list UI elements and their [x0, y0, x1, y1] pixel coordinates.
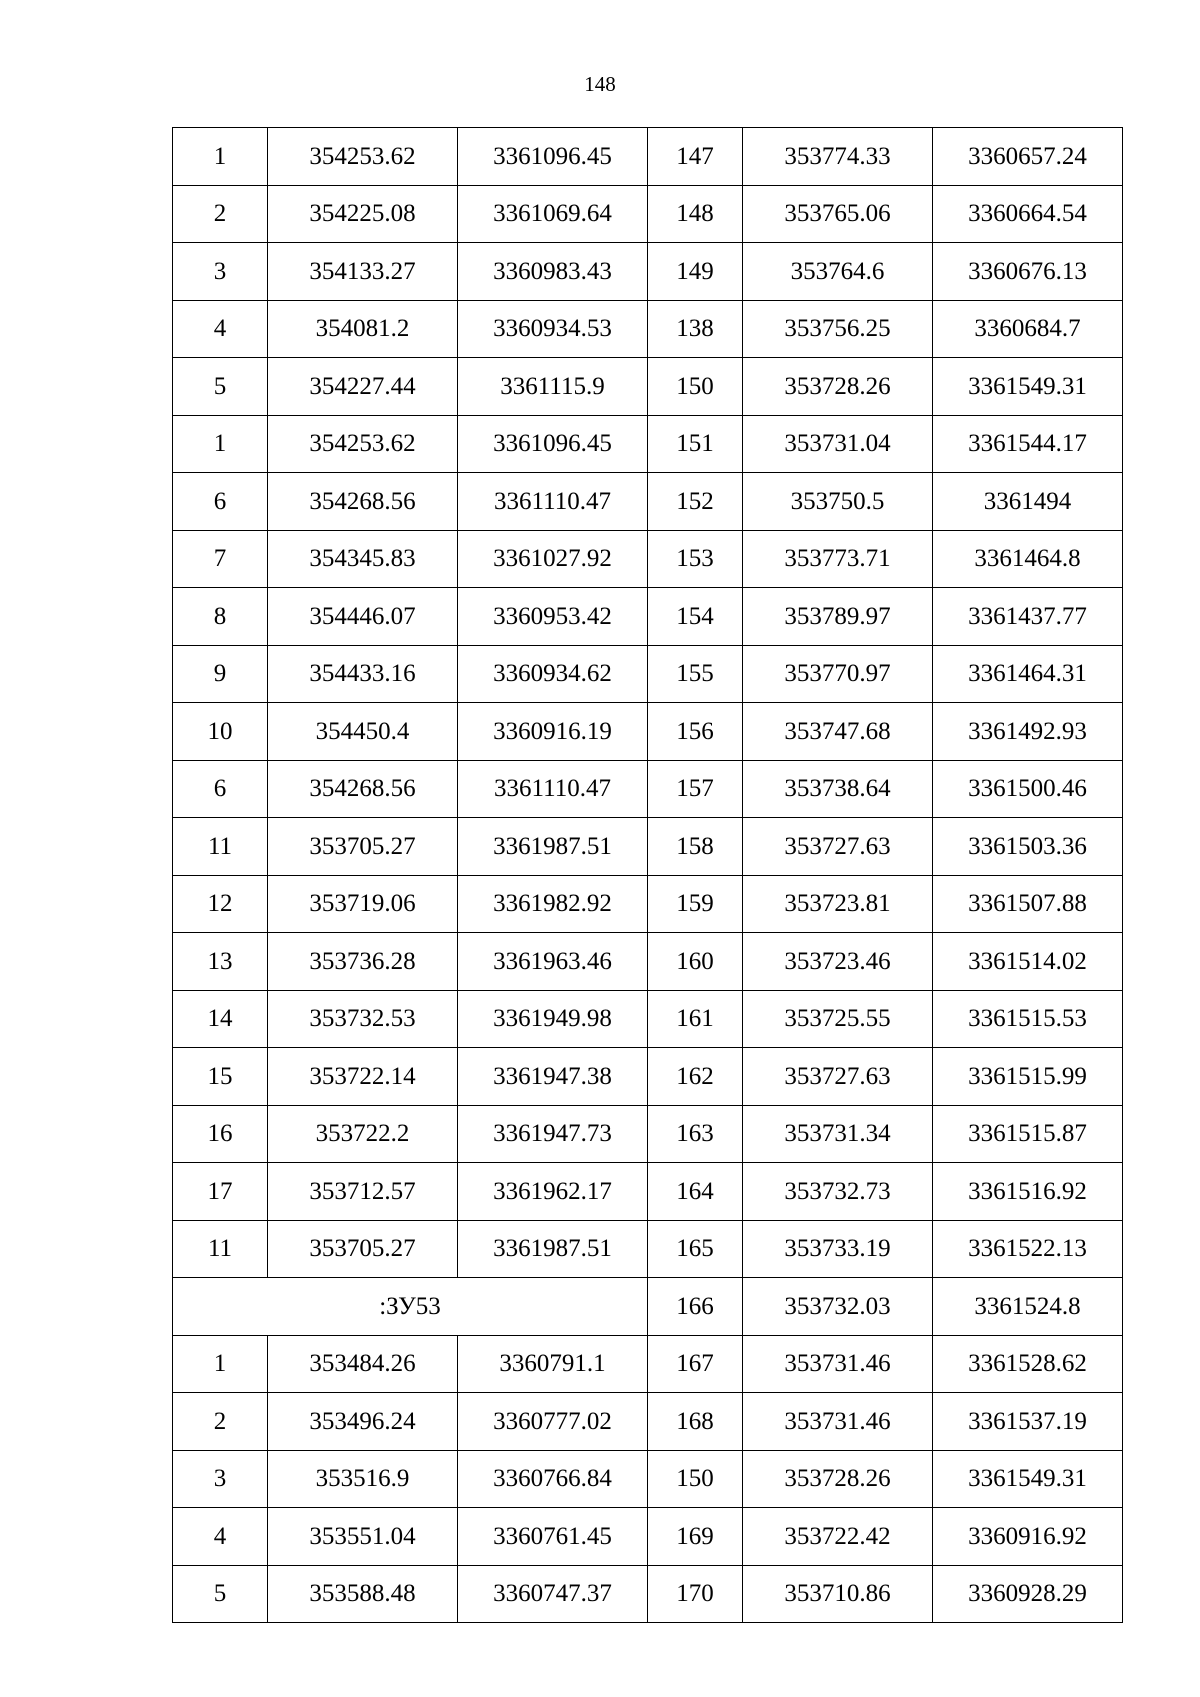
table-row	[173, 185, 1123, 243]
right-x-coordinate-cell: 353756.25	[743, 300, 933, 358]
right-y-coordinate-cell: 3361514.02	[933, 933, 1123, 991]
left-y-coordinate-cell: 3361069.64	[458, 185, 648, 243]
left-x-coordinate-cell: 354268.56	[268, 760, 458, 818]
table-row	[173, 703, 1123, 761]
right-x-coordinate-cell: 353732.73	[743, 1163, 933, 1221]
left-point-number-cell: 7	[173, 530, 268, 588]
left-x-coordinate-cell: 353722.14	[268, 1048, 458, 1106]
left-point-number-cell: 1	[173, 1335, 268, 1393]
left-x-coordinate-cell: 354268.56	[268, 473, 458, 531]
left-point-number-cell: 12	[173, 875, 268, 933]
table-row	[173, 1335, 1123, 1393]
left-y-coordinate-cell: 3361947.38	[458, 1048, 648, 1106]
left-point-number-cell: 14	[173, 990, 268, 1048]
right-point-number-cell: 169	[648, 1508, 743, 1566]
right-y-coordinate-cell: 3361544.17	[933, 415, 1123, 473]
left-x-coordinate-cell: 354081.2	[268, 300, 458, 358]
right-point-number-cell: 151	[648, 415, 743, 473]
table-row	[173, 415, 1123, 473]
left-x-coordinate-cell: 354253.62	[268, 415, 458, 473]
table-row	[173, 645, 1123, 703]
right-x-coordinate-cell: 353723.46	[743, 933, 933, 991]
right-y-coordinate-cell: 3360928.29	[933, 1565, 1123, 1623]
right-y-coordinate-cell: 3361522.13	[933, 1220, 1123, 1278]
table-row	[173, 588, 1123, 646]
right-x-coordinate-cell: 353738.64	[743, 760, 933, 818]
right-y-coordinate-cell: 3361537.19	[933, 1393, 1123, 1451]
right-point-number-cell: 164	[648, 1163, 743, 1221]
left-y-coordinate-cell: 3361096.45	[458, 128, 648, 186]
right-point-number-cell: 153	[648, 530, 743, 588]
right-x-coordinate-cell: 353710.86	[743, 1565, 933, 1623]
right-y-coordinate-cell: 3361516.92	[933, 1163, 1123, 1221]
right-x-coordinate-cell: 353727.63	[743, 818, 933, 876]
right-x-coordinate-cell: 353770.97	[743, 645, 933, 703]
left-y-coordinate-cell: 3361949.98	[458, 990, 648, 1048]
right-y-coordinate-cell: 3361464.31	[933, 645, 1123, 703]
left-point-number-cell: 11	[173, 1220, 268, 1278]
left-x-coordinate-cell: 354345.83	[268, 530, 458, 588]
left-point-number-cell: 3	[173, 243, 268, 301]
right-y-coordinate-cell: 3360684.7	[933, 300, 1123, 358]
left-y-coordinate-cell: 3361096.45	[458, 415, 648, 473]
left-y-coordinate-cell: 3360761.45	[458, 1508, 648, 1566]
right-point-number-cell: 162	[648, 1048, 743, 1106]
left-point-number-cell: 9	[173, 645, 268, 703]
left-y-coordinate-cell: 3360791.1	[458, 1335, 648, 1393]
table-row	[173, 1565, 1123, 1623]
left-x-coordinate-cell: 354225.08	[268, 185, 458, 243]
left-y-coordinate-cell: 3361115.9	[458, 358, 648, 416]
right-y-coordinate-cell: 3360676.13	[933, 243, 1123, 301]
right-y-coordinate-cell: 3361515.53	[933, 990, 1123, 1048]
right-x-coordinate-cell: 353732.03	[743, 1278, 933, 1336]
left-y-coordinate-cell: 3360934.62	[458, 645, 648, 703]
table-row	[173, 1163, 1123, 1221]
right-x-coordinate-cell: 353731.46	[743, 1335, 933, 1393]
table-row	[173, 243, 1123, 301]
right-y-coordinate-cell: 3360657.24	[933, 128, 1123, 186]
table-row	[173, 933, 1123, 991]
right-x-coordinate-cell: 353747.68	[743, 703, 933, 761]
right-point-number-cell: 167	[648, 1335, 743, 1393]
right-x-coordinate-cell: 353725.55	[743, 990, 933, 1048]
right-x-coordinate-cell: 353727.63	[743, 1048, 933, 1106]
left-point-number-cell: 5	[173, 358, 268, 416]
right-point-number-cell: 148	[648, 185, 743, 243]
right-y-coordinate-cell: 3361494	[933, 473, 1123, 531]
left-point-number-cell: 17	[173, 1163, 268, 1221]
table-row	[173, 1393, 1123, 1451]
left-x-coordinate-cell: 354446.07	[268, 588, 458, 646]
left-point-number-cell: 4	[173, 300, 268, 358]
table-row	[173, 530, 1123, 588]
table-row	[173, 1220, 1123, 1278]
left-y-coordinate-cell: 3361027.92	[458, 530, 648, 588]
left-y-coordinate-cell: 3360934.53	[458, 300, 648, 358]
right-y-coordinate-cell: 3361503.36	[933, 818, 1123, 876]
right-point-number-cell: 163	[648, 1105, 743, 1163]
left-y-coordinate-cell: 3361982.92	[458, 875, 648, 933]
table-row	[173, 1105, 1123, 1163]
right-y-coordinate-cell: 3360916.92	[933, 1508, 1123, 1566]
coordinates-table	[172, 127, 1123, 1623]
left-x-coordinate-cell: 353705.27	[268, 818, 458, 876]
right-x-coordinate-cell: 353731.04	[743, 415, 933, 473]
right-x-coordinate-cell: 353764.6	[743, 243, 933, 301]
right-x-coordinate-cell: 353731.46	[743, 1393, 933, 1451]
right-point-number-cell: 170	[648, 1565, 743, 1623]
right-point-number-cell: 157	[648, 760, 743, 818]
page-number: 148	[584, 72, 616, 96]
left-y-coordinate-cell: 3361110.47	[458, 473, 648, 531]
right-point-number-cell: 138	[648, 300, 743, 358]
right-x-coordinate-cell: 353731.34	[743, 1105, 933, 1163]
coordinates-table-body	[173, 128, 1123, 1623]
right-y-coordinate-cell: 3361549.31	[933, 1450, 1123, 1508]
left-y-coordinate-cell: 3360983.43	[458, 243, 648, 301]
right-point-number-cell: 154	[648, 588, 743, 646]
left-y-coordinate-cell: 3360953.42	[458, 588, 648, 646]
table-row	[173, 358, 1123, 416]
left-point-number-cell: 11	[173, 818, 268, 876]
right-x-coordinate-cell: 353789.97	[743, 588, 933, 646]
table-row	[173, 760, 1123, 818]
right-y-coordinate-cell: 3361464.8	[933, 530, 1123, 588]
left-y-coordinate-cell: 3361987.51	[458, 818, 648, 876]
left-x-coordinate-cell: 353588.48	[268, 1565, 458, 1623]
left-point-number-cell: 15	[173, 1048, 268, 1106]
right-x-coordinate-cell: 353750.5	[743, 473, 933, 531]
table-row	[173, 875, 1123, 933]
right-y-coordinate-cell: 3361507.88	[933, 875, 1123, 933]
left-x-coordinate-cell: 353551.04	[268, 1508, 458, 1566]
table-row	[173, 128, 1123, 186]
left-y-coordinate-cell: 3360747.37	[458, 1565, 648, 1623]
left-y-coordinate-cell: 3360916.19	[458, 703, 648, 761]
right-x-coordinate-cell: 353765.06	[743, 185, 933, 243]
left-point-number-cell: 1	[173, 415, 268, 473]
left-y-coordinate-cell: 3361987.51	[458, 1220, 648, 1278]
left-x-coordinate-cell: 353732.53	[268, 990, 458, 1048]
right-y-coordinate-cell: 3361515.99	[933, 1048, 1123, 1106]
left-y-coordinate-cell: 3361963.46	[458, 933, 648, 991]
left-x-coordinate-cell: 353712.57	[268, 1163, 458, 1221]
left-point-number-cell: 3	[173, 1450, 268, 1508]
section-label-cell: :ЗУ53	[173, 1278, 648, 1336]
left-point-number-cell: 10	[173, 703, 268, 761]
left-x-coordinate-cell: 353516.9	[268, 1450, 458, 1508]
table-row	[173, 1278, 1123, 1336]
right-y-coordinate-cell: 3361528.62	[933, 1335, 1123, 1393]
table-row	[173, 473, 1123, 531]
left-x-coordinate-cell: 353719.06	[268, 875, 458, 933]
table-row	[173, 818, 1123, 876]
left-y-coordinate-cell: 3361947.73	[458, 1105, 648, 1163]
right-point-number-cell: 149	[648, 243, 743, 301]
right-point-number-cell: 168	[648, 1393, 743, 1451]
right-y-coordinate-cell: 3361500.46	[933, 760, 1123, 818]
right-point-number-cell: 161	[648, 990, 743, 1048]
left-x-coordinate-cell: 354433.16	[268, 645, 458, 703]
left-point-number-cell: 6	[173, 473, 268, 531]
left-point-number-cell: 1	[173, 128, 268, 186]
left-y-coordinate-cell: 3360777.02	[458, 1393, 648, 1451]
left-x-coordinate-cell: 354253.62	[268, 128, 458, 186]
table-row	[173, 300, 1123, 358]
right-y-coordinate-cell: 3361437.77	[933, 588, 1123, 646]
right-x-coordinate-cell: 353773.71	[743, 530, 933, 588]
right-x-coordinate-cell: 353728.26	[743, 358, 933, 416]
right-x-coordinate-cell: 353722.42	[743, 1508, 933, 1566]
right-point-number-cell: 159	[648, 875, 743, 933]
left-y-coordinate-cell: 3360766.84	[458, 1450, 648, 1508]
table-row	[173, 1450, 1123, 1508]
right-point-number-cell: 160	[648, 933, 743, 991]
left-point-number-cell: 5	[173, 1565, 268, 1623]
table-row	[173, 990, 1123, 1048]
right-y-coordinate-cell: 3361524.8	[933, 1278, 1123, 1336]
right-x-coordinate-cell: 353723.81	[743, 875, 933, 933]
left-x-coordinate-cell: 353705.27	[268, 1220, 458, 1278]
right-point-number-cell: 150	[648, 358, 743, 416]
right-x-coordinate-cell: 353728.26	[743, 1450, 933, 1508]
left-point-number-cell: 8	[173, 588, 268, 646]
left-x-coordinate-cell: 354227.44	[268, 358, 458, 416]
left-y-coordinate-cell: 3361110.47	[458, 760, 648, 818]
left-point-number-cell: 4	[173, 1508, 268, 1566]
right-point-number-cell: 155	[648, 645, 743, 703]
right-y-coordinate-cell: 3361492.93	[933, 703, 1123, 761]
right-point-number-cell: 156	[648, 703, 743, 761]
right-point-number-cell: 150	[648, 1450, 743, 1508]
table-row	[173, 1508, 1123, 1566]
right-point-number-cell: 152	[648, 473, 743, 531]
table-row	[173, 1048, 1123, 1106]
left-x-coordinate-cell: 353736.28	[268, 933, 458, 991]
left-x-coordinate-cell: 353484.26	[268, 1335, 458, 1393]
left-point-number-cell: 13	[173, 933, 268, 991]
left-point-number-cell: 6	[173, 760, 268, 818]
left-point-number-cell: 16	[173, 1105, 268, 1163]
right-x-coordinate-cell: 353774.33	[743, 128, 933, 186]
left-x-coordinate-cell: 353496.24	[268, 1393, 458, 1451]
right-y-coordinate-cell: 3361549.31	[933, 358, 1123, 416]
right-point-number-cell: 158	[648, 818, 743, 876]
left-point-number-cell: 2	[173, 1393, 268, 1451]
right-x-coordinate-cell: 353733.19	[743, 1220, 933, 1278]
left-point-number-cell: 2	[173, 185, 268, 243]
right-point-number-cell: 165	[648, 1220, 743, 1278]
left-x-coordinate-cell: 353722.2	[268, 1105, 458, 1163]
left-y-coordinate-cell: 3361962.17	[458, 1163, 648, 1221]
right-point-number-cell: 166	[648, 1278, 743, 1336]
left-x-coordinate-cell: 354133.27	[268, 243, 458, 301]
left-x-coordinate-cell: 354450.4	[268, 703, 458, 761]
right-point-number-cell: 147	[648, 128, 743, 186]
right-y-coordinate-cell: 3360664.54	[933, 185, 1123, 243]
right-y-coordinate-cell: 3361515.87	[933, 1105, 1123, 1163]
